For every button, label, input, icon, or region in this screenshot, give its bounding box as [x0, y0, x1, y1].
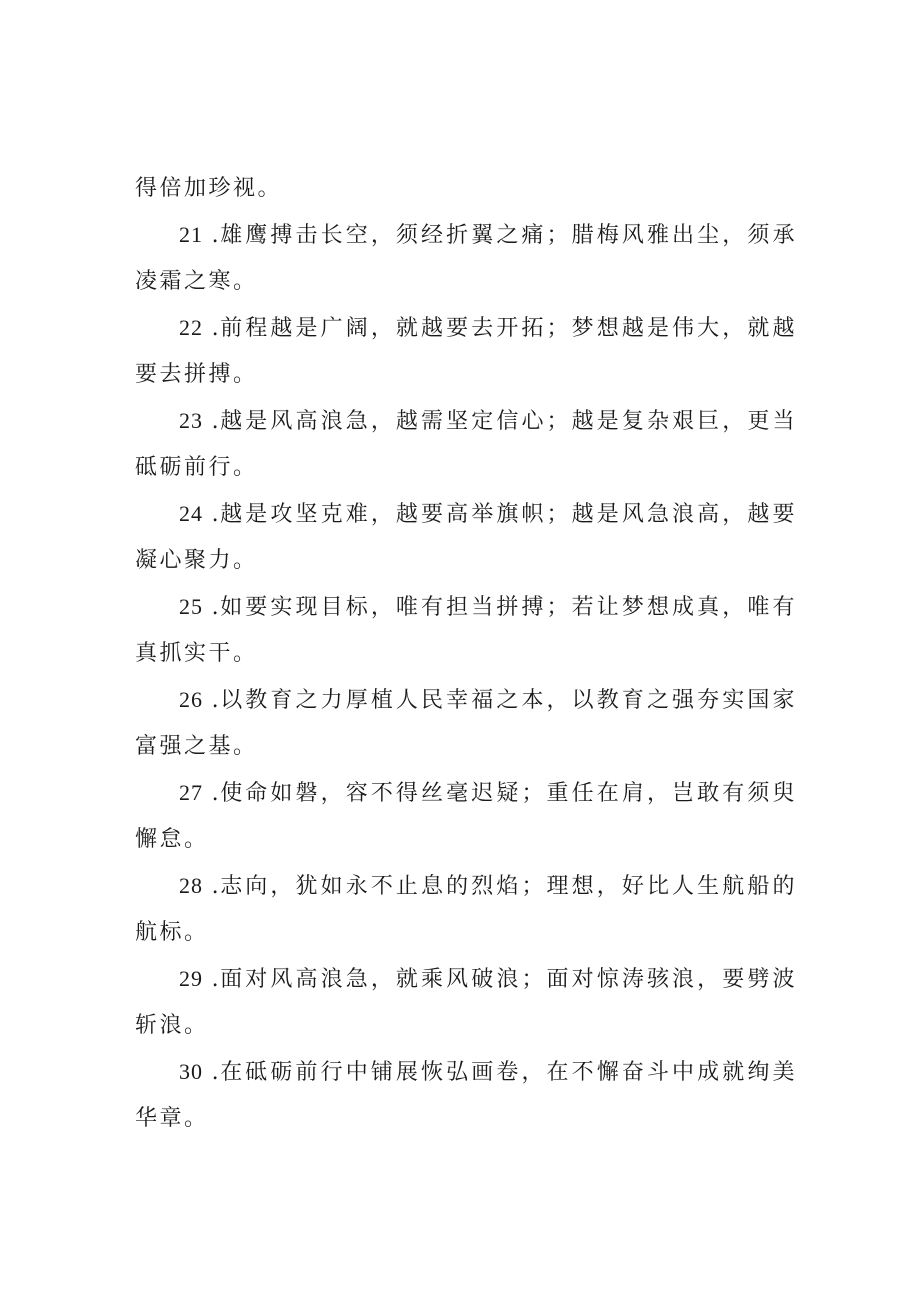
list-item	[135, 677, 797, 770]
continuation-paragraph: 得倍加珍视。	[135, 176, 283, 201]
item-number: 22	[179, 315, 203, 340]
item-separator: .	[203, 223, 220, 248]
item-text: 越是攻坚克难，越要高举旗帜；越是风急浪高，越要凝心聚力。	[135, 502, 797, 573]
list-item	[135, 863, 797, 956]
item-text: 以教育之力厚植人民幸福之本，以教育之强夯实国家富强之基。	[135, 688, 797, 759]
item-separator: .	[203, 688, 220, 713]
item-separator: .	[203, 874, 220, 899]
item-number: 29	[179, 966, 203, 991]
item-text: 使命如磐，容不得丝毫迟疑；重任在肩，岂敢有须臾懈怠。	[135, 781, 797, 852]
item-text: 面对风高浪急，就乘风破浪；面对惊涛骇浪，要劈波斩浪。	[135, 967, 797, 1038]
item-text: 前程越是广阔，就越要去开拓；梦想越是伟大，就越要去拼搏。	[135, 316, 797, 387]
item-number: 30	[179, 1059, 203, 1084]
list-item	[135, 584, 797, 677]
item-text: 雄鹰搏击长空，须经折翼之痛；腊梅风雅出尘，须承凌霜之寒。	[135, 223, 797, 294]
list-item	[135, 305, 797, 398]
list-item	[135, 212, 797, 305]
item-text: 在砥砺前行中铺展恢弘画卷，在不懈奋斗中成就绚美华章。	[135, 1060, 797, 1131]
item-text: 如要实现目标，唯有担当拼搏；若让梦想成真，唯有真抓实干。	[135, 595, 797, 666]
list-item	[135, 491, 797, 584]
document-body	[135, 166, 797, 1142]
list-item	[135, 1049, 797, 1142]
item-separator: .	[203, 1060, 220, 1085]
item-number: 21	[179, 222, 203, 247]
list-item	[135, 398, 797, 491]
item-number: 23	[179, 408, 203, 433]
item-separator: .	[203, 595, 220, 620]
list-item	[135, 770, 797, 863]
item-separator: .	[203, 967, 220, 992]
item-number: 28	[179, 873, 203, 898]
item-separator: .	[203, 502, 220, 527]
item-text: 越是风高浪急，越需坚定信心；越是复杂艰巨，更当砥砺前行。	[135, 409, 797, 480]
item-separator: .	[203, 409, 220, 434]
item-text: 志向，犹如永不止息的烈焰；理想，好比人生航船的航标。	[135, 874, 797, 945]
item-number: 24	[179, 501, 203, 526]
item-number: 27	[179, 780, 203, 805]
item-number: 26	[179, 687, 203, 712]
list-item	[135, 956, 797, 1049]
item-number: 25	[179, 594, 203, 619]
item-separator: .	[203, 316, 220, 341]
item-separator: .	[203, 781, 220, 806]
